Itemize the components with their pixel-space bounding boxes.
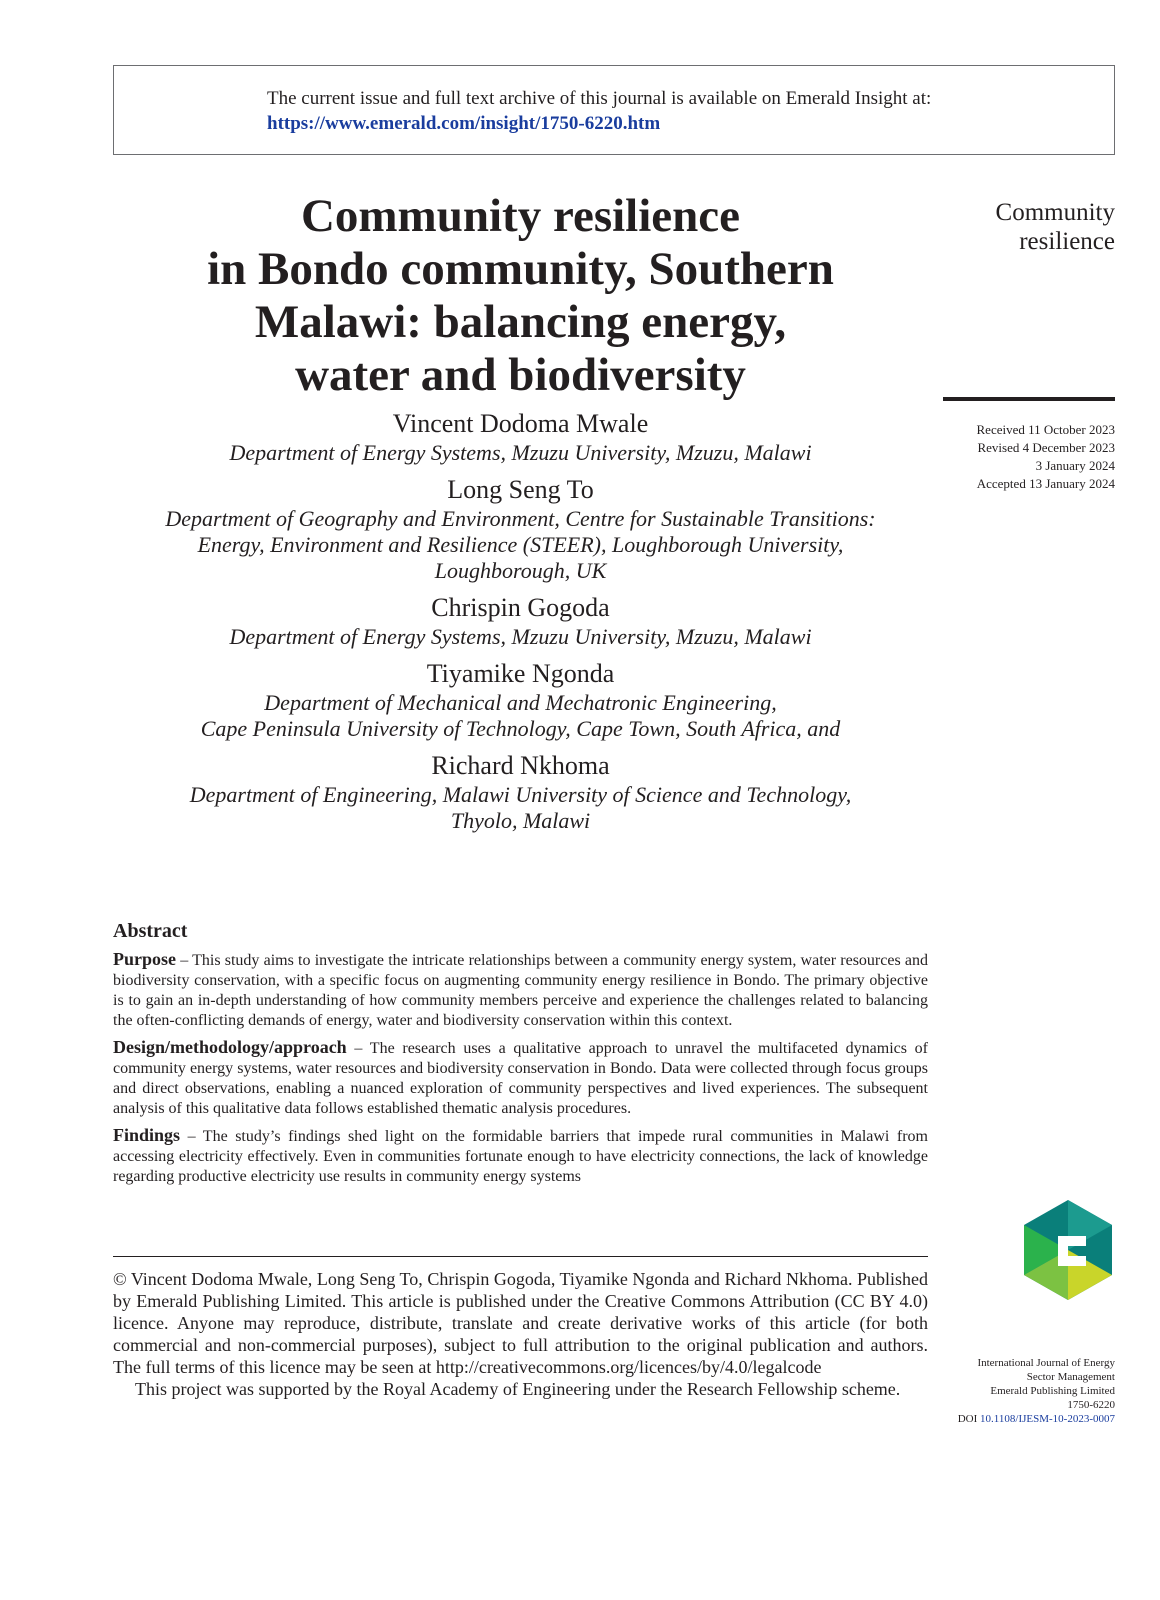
author-name: Long Seng To xyxy=(447,475,594,504)
journal-line: International Journal of Energy xyxy=(977,1357,1115,1369)
date-line: Revised 4 December 2023 xyxy=(977,440,1115,455)
article-title xyxy=(113,190,928,402)
affiliation-line: Department of Mechanical and Mechatronic Engineering, xyxy=(264,690,777,715)
abstract xyxy=(113,920,928,1193)
section-label: Design/methodology/approach xyxy=(113,1037,347,1057)
license-text: © Vincent Dodoma Mwale, Long Seng To, Chrispin Gogoda, Tiyamike Ngonda and Richard Nkhoma. Published by Emerald Publishing Limited. This article is published under the Creative Commons Attribution (CC BY 4.0) licence. Anyone may reproduce, distribute, translate and create derivative works of this article (for both commercial and non-commercial purposes), subject to full attribution to the original publication and authors. The full terms of this licence may be seen at http://creativecommons.org/licences/by/4.0/legalcode xyxy=(113,1269,928,1377)
author-affiliation xyxy=(113,440,928,466)
author-affiliation xyxy=(113,506,928,584)
affiliation-line: Department of Geography and Environment, Centre for Sustainable Transitions: xyxy=(165,506,876,531)
abstract-heading: Abstract xyxy=(113,920,188,942)
affiliation-line: Cape Peninsula University of Technology, Cape Town, South Africa, and xyxy=(200,716,841,741)
footnote-divider xyxy=(113,1256,928,1257)
running-head-line: resilience xyxy=(1019,228,1115,255)
abstract-purpose xyxy=(113,949,928,1031)
archive-banner xyxy=(113,65,1115,155)
section-label: Findings xyxy=(113,1125,181,1145)
journal-line: 1750-6220 xyxy=(1067,1399,1115,1411)
section-text: – The study’s findings shed light on the formidable barriers that impede rural communities in Malawi from accessing electricity effectively. Even in communities fortunate enough to have electricity connections, the lack of knowledge regarding productive electricity use results in community energy systems xyxy=(113,1128,928,1185)
author-name: Tiyamike Ngonda xyxy=(426,659,615,688)
journal-line: Sector Management xyxy=(1026,1371,1115,1383)
date-line: 3 January 2024 xyxy=(1035,458,1115,473)
journal-info xyxy=(958,1356,1115,1426)
section-label: Purpose xyxy=(113,949,176,969)
author-name: Richard Nkhoma xyxy=(431,751,610,780)
affiliation-line: Department of Engineering, Malawi University of Science and Technology, xyxy=(189,782,852,807)
author-name: Chrispin Gogoda xyxy=(431,593,610,622)
author-affiliation xyxy=(113,782,928,834)
running-head xyxy=(996,198,1115,256)
author-name: Vincent Dodoma Mwale xyxy=(392,409,649,438)
support-text: This project was supported by the Royal Academy of Engineering under the Research Fellowship scheme. xyxy=(135,1379,901,1399)
title-line: Malawi: balancing energy, xyxy=(254,296,787,348)
doi-line xyxy=(958,1412,1115,1426)
title-line: in Bondo community, Southern xyxy=(207,243,834,295)
doi-label: DOI xyxy=(957,1413,978,1425)
running-head-line: Community xyxy=(995,199,1115,226)
footnote xyxy=(113,1268,928,1400)
author-affiliation xyxy=(113,690,928,742)
archive-notice: The current issue and full text archive of this journal is available on Emerald Insight at: xyxy=(267,88,932,109)
title-line: water and biodiversity xyxy=(295,349,746,401)
date-line: Accepted 13 January 2024 xyxy=(976,476,1115,491)
affiliation-line: Thyolo, Malawi xyxy=(450,808,591,833)
doi-link[interactable]: 10.1108/IJESM-10-2023-0007 xyxy=(980,1413,1115,1425)
affiliation-line: Energy, Environment and Resilience (STEER), Loughborough University, xyxy=(197,532,844,557)
date-line: Received 11 October 2023 xyxy=(976,422,1115,437)
received-dates xyxy=(977,421,1116,493)
margin-rule xyxy=(943,397,1115,401)
emerald-logo-icon xyxy=(1022,1198,1114,1302)
abstract-findings xyxy=(113,1125,928,1187)
affiliation-line: Loughborough, UK xyxy=(434,558,607,583)
title-line: Community resilience xyxy=(300,190,741,242)
author-list xyxy=(113,408,928,842)
journal-line: Emerald Publishing Limited xyxy=(990,1385,1115,1397)
author-affiliation xyxy=(113,624,928,650)
section-text: – The research uses a qualitative approach to unravel the multifaceted dynamics of community energy systems, water resources and biodiversity conservation in Bondo. Data were collected through focus groups and direct observations, enabling a nuanced exploration of community perspectives and lived experiences. The subsequent analysis of this qualitative data follows established thematic analysis procedures. xyxy=(113,1040,928,1117)
section-text: – This study aims to investigate the intricate relationships between a community energy system, water resources and biodiversity conservation, with a specific focus on augmenting community energy resilience in Bondo. The primary objective is to gain an in-depth understanding of how community members perceive and experience the challenges related to balancing the often-conflicting demands of energy, water and biodiversity conservation within this context. xyxy=(113,952,928,1029)
affiliation-line: Department of Energy Systems, Mzuzu University, Mzuzu, Malawi xyxy=(229,440,812,465)
abstract-design xyxy=(113,1037,928,1119)
affiliation-line: Department of Energy Systems, Mzuzu University, Mzuzu, Malawi xyxy=(229,624,812,649)
journal-url-link[interactable]: https://www.emerald.com/insight/1750-6220.htm xyxy=(267,113,661,134)
